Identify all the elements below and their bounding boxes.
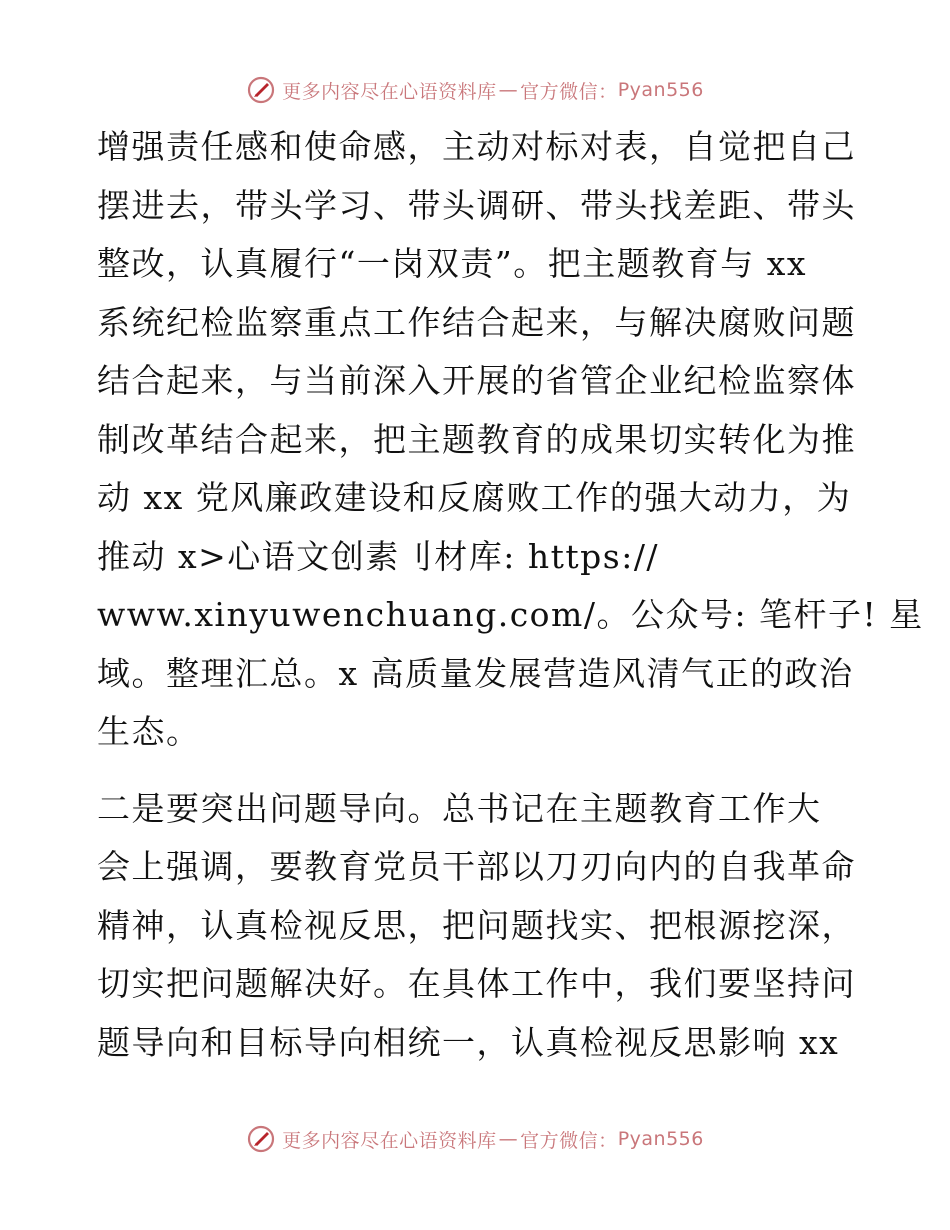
text-line: 摆进去，带头学习、带头调研、带头找差距、带头: [97, 185, 856, 225]
text-line: 动 xx 党风廉政建设和反腐败工作的强大动力，为: [97, 478, 852, 517]
watermark-dash: —: [498, 1128, 519, 1150]
watermark-main-text: 更多内容尽在心语资料库: [282, 1129, 497, 1152]
watermark-wechat-label: 官方微信：: [520, 80, 618, 103]
text-line: www.xinyuwenchuang.com/。公众号: 笔杆子! 星: [97, 595, 924, 634]
text-line: 生态。: [97, 712, 201, 751]
text-line: 精神，认真检视反思，把问题找实、把根源挖深，: [97, 905, 856, 945]
watermark-wechat-label: 官方微信：: [520, 1129, 618, 1152]
brand-logo-icon: [246, 1124, 276, 1154]
watermark-main-text: 更多内容尽在心语资料库: [282, 80, 497, 103]
text-line: 制改革结合起来，把主题教育的成果切实转化为推: [97, 419, 856, 459]
text-line: 题导向和目标导向相统一，认真检视反思影响 xx: [97, 1022, 840, 1062]
text-line: 会上强调，要教育党员干部以刀刃向内的自我革命: [97, 847, 856, 886]
text-line: 域。整理汇总。x 高质量发展营造风清气正的政治: [97, 653, 854, 693]
text-line: 结合起来，与当前深入开展的省管企业纪检监察体: [97, 361, 856, 400]
text-line: 整改，认真履行“一岗双责”。把主题教育与 xx: [97, 244, 807, 283]
paragraph-spacer: [97, 762, 857, 780]
watermark-dash: —: [498, 79, 519, 101]
footer-watermark: [0, 1119, 950, 1159]
text-line: 二是要突出问题导向。总书记在主题教育工作大: [97, 788, 822, 828]
watermark-wechat-id: Pyan556: [617, 1128, 704, 1150]
paragraph-1: [97, 118, 924, 762]
text-line: 增强责任感和使命感，主动对标对表，自觉把自己: [97, 127, 856, 166]
document-body: [97, 118, 924, 1072]
text-line: 系统纪检监察重点工作结合起来，与解决腐败问题: [97, 302, 856, 342]
paragraph-2: [97, 780, 857, 1073]
text-line: 切实把问题解决好。在具体工作中，我们要坚持问: [97, 964, 856, 1003]
header-watermark: [0, 70, 950, 110]
brand-logo-icon: [246, 75, 276, 105]
text-line: 推动 x>心语文创素刂材库: https://: [97, 536, 660, 576]
watermark-wechat-id: Pyan556: [617, 79, 704, 101]
